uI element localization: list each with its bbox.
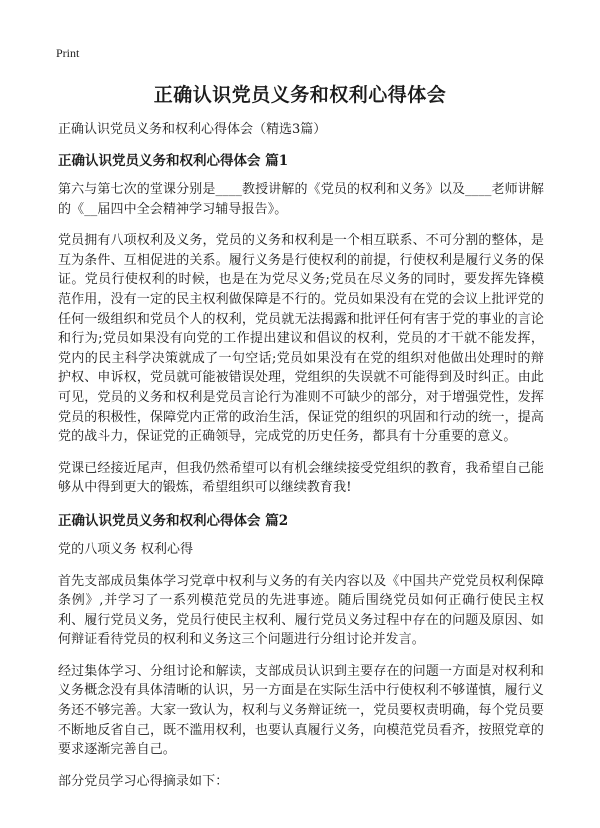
paragraph: 党员拥有八项权利及义务，党员的义务和权利是一个相互联系、不可分割的整体，是互为条件、互相促进的关系。履行义务是行使权利的前提，行使权利是履行义务的保证。党员行使权利的时候，也是在为党尽义务;党员在尽义务的同时，要发挥先锋模范作用，没有一定的民主权利做保障是不行的。党员如果没有在党的会议上批评党的任何一级组织和党员个人的权利，党员就无法揭露和批评任何有害于党的事业的言论和行为;党员如果没有向党的工作提出建议和倡议的权利，党员的才干就不能发挥，党内的民主科学决策就成了一句空话;党员如果没有在党的组织对他做出处理时的辩护权、申诉权，党员就可能被错误处理，党组织的失误就不可能得到及时纠正。由此可见，党员的义务和权利是党员言论行为准则不可缺少的部分，对于增强党性，发挥党员的积极性，保障党内正常的政治生活，保证党的组织的巩固和行动的统一，提高党的战斗力，保证党的正确领导，完成党的历史任务，都具有十分重要的意义。 [58, 233, 544, 445]
paragraph: 首先支部成员集体学习党章中权利与义务的有关内容以及《中国共产党党员权利保障条例》,并学习了一系列模范党员的先进事迹。随后围绕党员如何正确行使民主权利、履行党员义务，党员行使民主权利、履行党员义务过程中存在的问题及原因、如何辩证看待党员的权利和义务这三个问题进行分组讨论并发言。 [58, 573, 544, 648]
section-heading: 正确认识党员义务和权利心得体会 篇1 [58, 153, 289, 169]
document-subtitle: 正确认识党员义务和权利心得体会（精选3篇） [58, 122, 327, 137]
paragraph: 部分党员学习心得摘录如下： [58, 773, 229, 789]
page-title: 正确认识党员义务和权利心得体会 [153, 84, 447, 106]
document-body [58, 120, 544, 799]
section-1 [58, 150, 544, 498]
print-link[interactable]: Print [56, 46, 80, 60]
section-heading: 正确认识党员义务和权利心得体会 篇2 [58, 512, 289, 529]
paragraph: 第六与第七次的堂课分别是____教授讲解的《党员的权利和义务》以及____老师讲解的《__届四中全会精神学习辅导报告》。 [58, 182, 544, 217]
paragraph: 经过集体学习、分组讨论和解读，支部成员认识到主要存在的问题一方面是对权利和义务概念没有具体清晰的认识，另一方面是在实际生活中行使权利不够谨慎，履行义务还不够完善。大家一致认为，权利与义务辩证统一，党员要权责明确，每个党员要不断地反省自己，既不滥用权利，也要认真履行义务，向模范党员看齐，按照党章的要求逐渐完善自己。 [58, 663, 544, 758]
section-2 [58, 510, 544, 792]
paragraph: 党课已经接近尾声，但我仍然希望可以有机会继续接受党组织的教育，我希望自己能够从中得到更大的锻炼，希望组织可以继续教育我! [58, 460, 544, 496]
paragraph: 党的八项义务 权利心得 [58, 541, 194, 557]
